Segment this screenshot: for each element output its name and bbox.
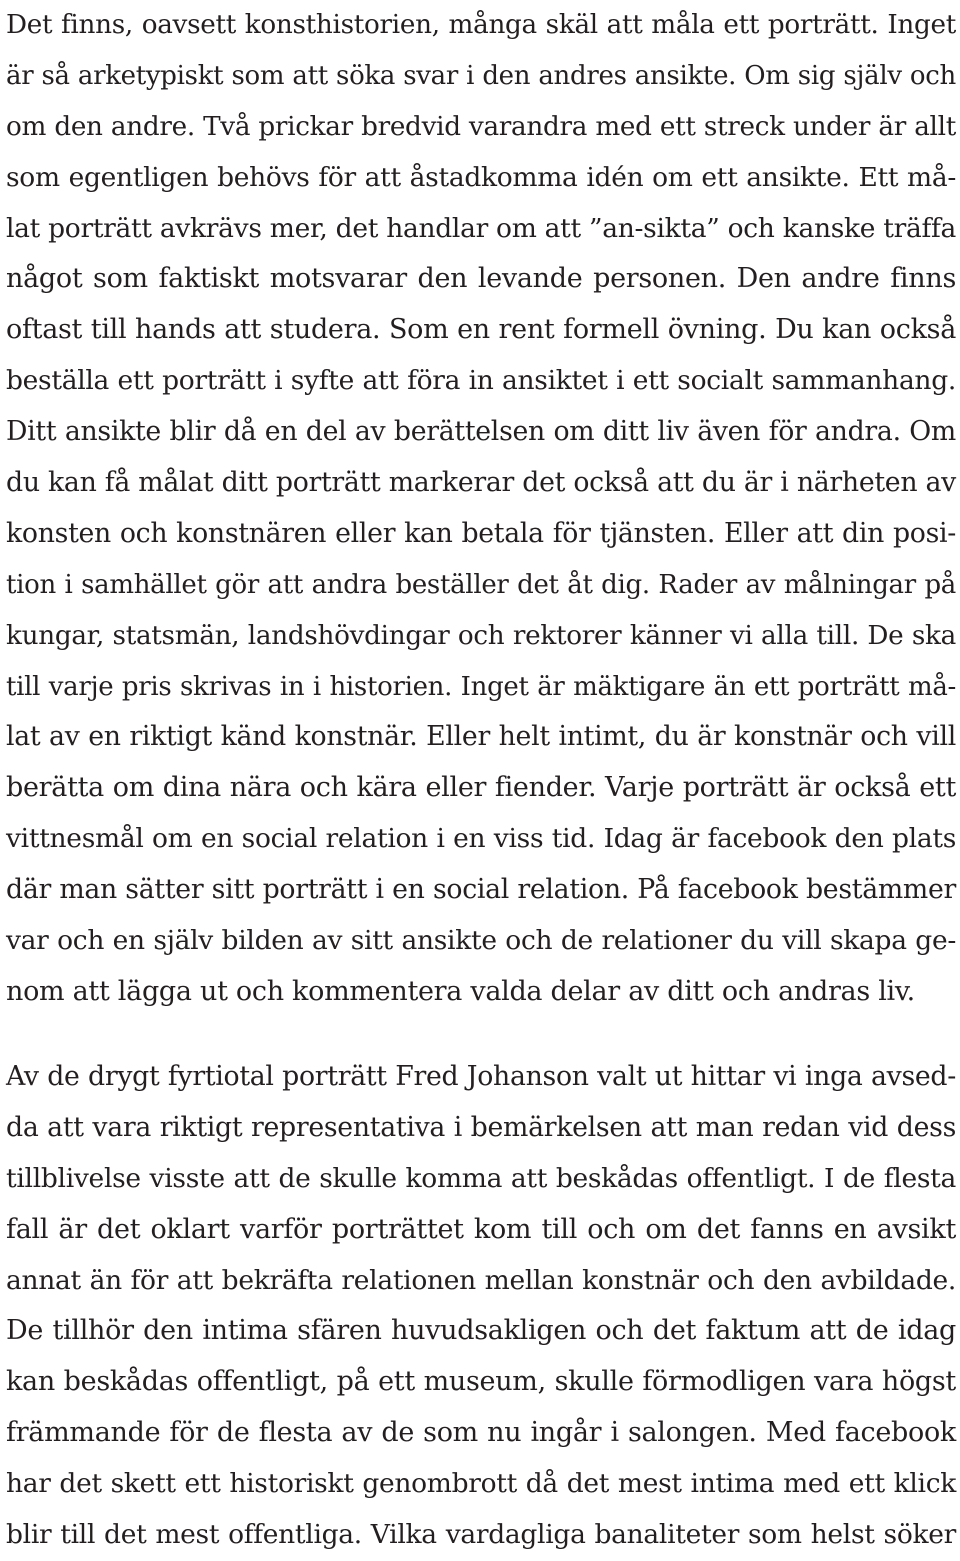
text-line: du kan få målat ditt porträtt markerar det också att du är i närheten av [6,467,956,499]
text-line: lat porträtt avkrävs mer, det handlar om att ”an-sikta” och kanske träffa [6,212,957,244]
text-line: där man sätter sitt porträtt i en social relation. På facebook bestämmer [6,874,956,906]
text-line: som egentligen behövs för att åstadkomma idén om ett ansikte. Ett må- [6,161,956,193]
text-line: beställa ett porträtt i syfte att föra in ansiktet i ett socialt sammanhang. [6,365,956,397]
text-line: tillblivelse visste att de skulle komma att beskådas offentligt. I de flesta [6,1162,956,1194]
text-line: annat än för att bekräfta relationen mellan konstnär och den avbildade. [6,1264,956,1296]
text-line: var och en själv bilden av sitt ansikte och de relationer du vill skapa ge- [6,925,956,957]
text-line: blir till det mest offentliga. Vilka vardagliga banaliteter som helst söker [6,1519,956,1551]
text-line: om den andre. Två prickar bredvid varandra med ett streck under är allt [6,111,956,142]
text-line: är så arketypiskt som att söka svar i den andres ansikte. Om sig själv och [6,60,956,91]
text-line: konsten och konstnären eller kan betala för tjänsten. Eller att din posi- [6,517,956,549]
text-line: fall är det oklart varför porträttet kom till och om det fanns en avsikt [6,1213,956,1245]
text-line: kungar, statsmän, landshövdingar och rektorer känner vi alla till. De ska [6,620,956,651]
paragraph-2 [6,1052,956,1561]
paragraph-1 [6,0,956,1018]
text-line: berätta om dina nära och kära eller fiender. Varje porträtt är också ett [6,772,956,804]
text-line: Ditt ansikte blir då en del av berättelsen om ditt liv även för andra. Om [6,416,956,448]
text-line: da att vara riktigt representativa i bemärkelsen att man redan vid dess [6,1111,956,1143]
text-line: Av de drygt fyrtiotal porträtt Fred Johanson valt ut hittar vi inga avsed- [6,1061,956,1092]
text-line: vittnesmål om en social relation i en viss tid. Idag är facebook den plats [6,823,956,855]
text-line: Det finns, oavsett konsthistorien, många skäl att måla ett porträtt. Inget [6,10,956,40]
text-line: har det skett ett historiskt genombrott då det mest intima med ett klick [6,1468,956,1500]
text-line: till varje pris skrivas in i historien. Inget är mäktigare än ett porträtt må- [6,671,956,702]
text-line: oftast till hands att studera. Som en rent formell övning. Du kan också [6,314,956,346]
text-line: tion i samhället gör att andra beställer det åt dig. Rader av målningar på [6,569,956,600]
text-line: lat av en riktigt känd konstnär. Eller helt intimt, du är konstnär och vill [6,721,956,753]
text-line: kan beskådas offentligt, på ett museum, skulle förmodligen vara högst [6,1366,956,1398]
text-line: nom att lägga ut och kommentera valda delar av ditt och andras liv. [6,975,915,1007]
text-line: De tillhör den intima sfären huvudsakligen och det faktum att de idag [6,1315,956,1347]
text-line: något som faktiskt motsvarar den levande personen. Den andre finns [6,263,956,295]
text-line: främmande för de flesta av de som nu ingår i salongen. Med facebook [6,1417,956,1449]
